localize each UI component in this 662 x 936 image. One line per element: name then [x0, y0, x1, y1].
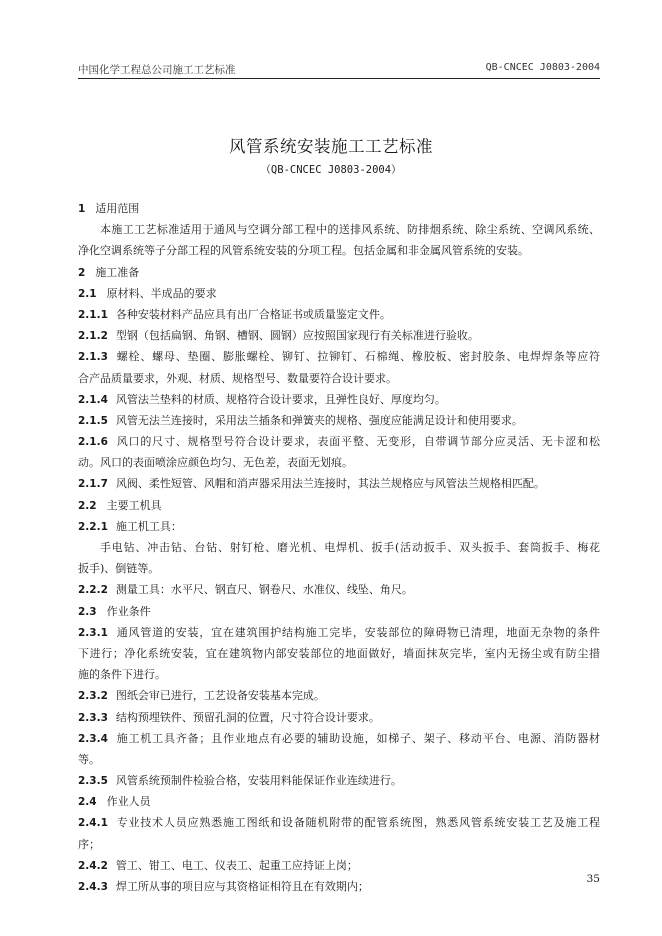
clause-line: 2.1.3 螺栓、螺母、垫圈、膨胀螺栓、铆钉、拉铆钉、石棉绳、橡胶板、密封胶条、电焊焊条等应符: [78, 350, 600, 364]
section-heading: 2 施工准备: [78, 265, 140, 279]
clause-line: 2.3.4 施工机工具齐备；且作业地点有必要的辅助设施，如梯子、架子、移动平台、电源、消防器材: [78, 731, 600, 745]
clause-line: 2.1.6 风口的尺寸、规格型号符合设计要求，表面平整、无变形，自带调节部分应灵活、无卡涩和松: [78, 435, 600, 449]
paragraph-line: 手电钻、冲击钻、台钻、射钉枪、磨光机、电焊机、扳手(活动扳手、双头扳手、套筒扳手、梅花: [100, 541, 600, 554]
paragraph-line: 本施工工艺标准适用于通风与空调分部工程中的送排风系统、防排烟系统、除尘系统、空调风系统、: [100, 223, 600, 237]
paragraph-line: 等。: [78, 752, 100, 766]
paragraph-line: 下进行；净化系统安装，宜在建筑物内部安装部位的地面做好，墙面抹灰完毕，室内无扬尘或有防尘措: [78, 646, 600, 660]
clause-line: 2.4.3 焊工所从事的项目应与其资格证相符且在有效期内；: [78, 880, 369, 893]
paragraph-line: 净化空调系统等子分部工程的风管系统安装的分项工程。包括金属和非金属风管系统的安装。: [78, 244, 529, 258]
subsection-heading: 2.2 主要工机具: [78, 498, 162, 512]
document-body: [78, 198, 600, 897]
paragraph-line: 序；: [78, 837, 100, 851]
clause-line: 2.1.5 风管无法兰连接时，采用法兰插条和弹簧夹的规格、强度应能满足设计和使用要求。: [78, 413, 523, 427]
paragraph-line: 合产品质量要求，外观、材质、规格型号、数量要符合设计要求。: [78, 371, 397, 385]
page-number: 35: [586, 873, 600, 885]
subsection-heading: 2.3 作业条件: [78, 604, 151, 618]
clause-line: 2.1.2 型钢（包括扁钢、角钢、槽钢、圆钢）应按照国家现行有关标准进行验收。: [78, 329, 479, 343]
paragraph-line: 扳手)、倒链等。: [78, 562, 160, 576]
header-organization: 中国化学工程总公司施工工艺标准: [78, 64, 236, 76]
section-heading: 1 适用范围: [78, 202, 140, 215]
clause-line: 2.1.1 各种安装材料产品应具有出厂合格证书或质量鉴定文件。: [78, 307, 391, 321]
subsection-heading: 2.1 原材料、半成品的要求: [78, 286, 217, 300]
clause-line: 2.4.1 专业技术人员应熟悉施工图纸和设备随机附带的配管系统图，熟悉风管系统安装工艺及施工程: [78, 816, 600, 830]
subsection-heading: 2.4 作业人员: [78, 795, 151, 809]
document-title: 风管系统安装施工工艺标准: [229, 137, 433, 156]
header-standard-code: QB-CNCEC J0803-2004: [485, 62, 600, 73]
clause-line: 2.2.1 施工机工具：: [78, 519, 182, 533]
clause-line: 2.3.3 结构预埋铁件、预留孔洞的位置，尺寸符合设计要求。: [78, 710, 380, 724]
clause-line: 2.1.4 风管法兰垫料的材质、规格符合设计要求，且弹性良好、厚度均匀。: [78, 392, 446, 406]
clause-line: 2.1.7 风阀、柔性短管、风帽和消声器采用法兰连接时，其法兰规格应与风管法兰规格相匹配。: [78, 477, 545, 491]
clause-line: 2.2.2 测量工具：水平尺、钢直尺、钢卷尺、水准仪、线坠、角尺。: [78, 583, 413, 597]
clause-line: 2.3.2 图纸会审已进行，工艺设备安装基本完成。: [78, 689, 325, 703]
page-header: [78, 60, 600, 79]
paragraph-line: 动。风口的表面喷涂应颜色均匀、无色差，表面无划痕。: [78, 456, 353, 470]
clause-line: 2.3.5 风管系统预制件检验合格，安装用料能保证作业连续进行。: [78, 774, 402, 788]
paragraph-line: 施的条件下进行。: [78, 668, 166, 682]
document-subtitle: （QB-CNCEC J0803-2004）: [260, 164, 402, 176]
clause-line: 2.3.1 通风管道的安装，宜在建筑围护结构施工完毕，安装部位的障碍物已清理，地面无杂物的条件: [78, 625, 600, 639]
clause-line: 2.4.2 管工、钳工、电工、仪表工、起重工应持证上岗；: [78, 858, 358, 872]
